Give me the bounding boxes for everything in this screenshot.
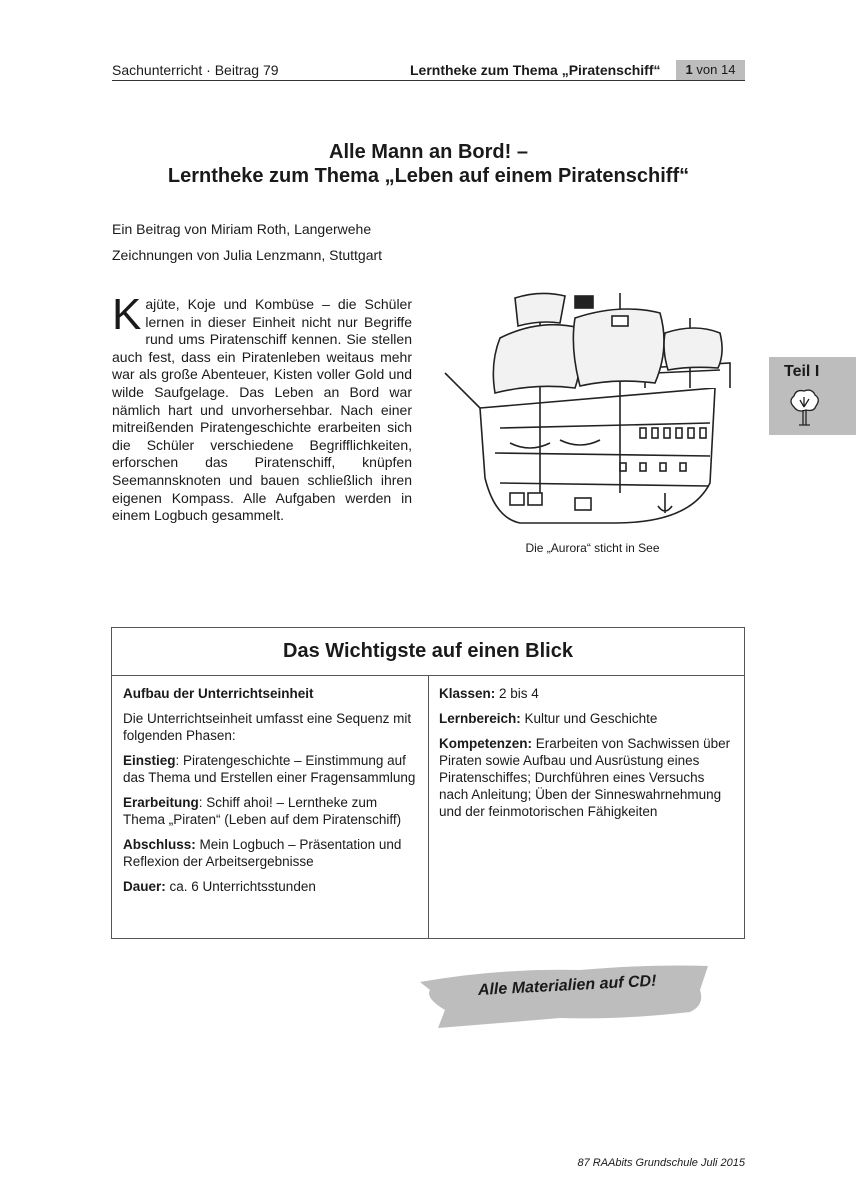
summary-right-column: [439, 685, 735, 828]
side-tab-label: Teil I: [784, 363, 820, 380]
title-line-2: Lerntheke zum Thema „Leben auf einem Piratenschiff“: [167, 165, 690, 187]
byline-illustrator: Zeichnungen von Julia Lenzmann, Stuttgart: [112, 247, 383, 263]
header-topic: Lerntheke zum Thema „Piratenschiff“: [410, 62, 661, 78]
sequence-intro: Die Unterrichtseinheit umfasst eine Sequenz mit folgenden Phasen:: [123, 711, 412, 743]
header-subject: Sachunterricht · Beitrag 79: [112, 62, 279, 78]
duration: Dauer: ca. 6 Unterrichtsstunden: [123, 879, 316, 894]
summary-heading: Das Wichtigste auf einen Blick: [112, 628, 744, 676]
page-number: 1: [685, 62, 693, 77]
grade-levels: Klassen: 2 bis 4: [439, 686, 539, 701]
tree-icon: [786, 387, 822, 432]
footer-issue: 87 RAAbits Grundschule Juli 2015: [577, 1157, 745, 1169]
intro-paragraph: [112, 290, 412, 525]
page-indicator: [676, 60, 745, 80]
page-total: von 14: [696, 62, 736, 77]
byline-author: Ein Beitrag von Miriam Roth, Langerwehe: [112, 221, 372, 237]
phase-abschluss: Abschluss: Mein Logbuch – Präsentation und Reflexion der Arbeitsergebnisse: [123, 837, 402, 869]
summary-column-divider: [428, 676, 429, 938]
subject-area: Lernbereich: Kultur und Geschichte: [439, 711, 658, 726]
pirate-ship-illustration: [440, 278, 745, 533]
phase-einstieg: Einstieg: Piratengeschichte – Einstimmung auf das Thema und Erstellen einer Fragensammlung: [123, 753, 416, 785]
figure-caption: Die „Aurora“ sticht in See: [525, 541, 660, 555]
section-title: Aufbau der Unterrichtseinheit: [123, 686, 314, 701]
intro-text: ajüte, Koje und Kombüse – die Schüler lernen in dieser Einheit nicht nur Begriffe rund ums Piratenschiff kennen. Sie stellen auch fest, dass ein Piratenleben weitaus mehr war als große Abenteuer, Kisten voller Gold und wilde Saufgelage. Das Leben an Bord war nämlich hart und unvorhersehbar. Nach einer mitreißenden Piratengeschichte erarbeiten sich die Schüler verschiedene Begrifflichkeiten, erforschen das Piratenschiff, knüpfen Seemannsknoten und bauen schließlich ihren eigenen Kompass. Alle Aufgaben werden in einem Logbuch gesammelt.: [112, 296, 412, 524]
competencies: Kompetenzen: Erarbeiten von Sachwissen über Piraten sowie Aufbau und Ausrüstung eines Piratenschiffes; Durchführen eines Versuchs nach Anleitung; Üben der Sinneswahrnehmung und der feinmotorischen Fähigkeiten: [439, 736, 731, 819]
header-rule: [112, 80, 745, 81]
cd-banner-text: Alle Materialien auf CD!: [477, 972, 657, 999]
dropcap-letter: K: [112, 290, 142, 339]
phase-erarbeitung: Erarbeitung: Schiff ahoi! – Lerntheke zum Thema „Piraten“ (Leben auf dem Piratenschiff): [123, 795, 402, 827]
title-line-1: Alle Mann an Bord! –: [329, 141, 528, 163]
summary-left-column: [123, 685, 417, 903]
